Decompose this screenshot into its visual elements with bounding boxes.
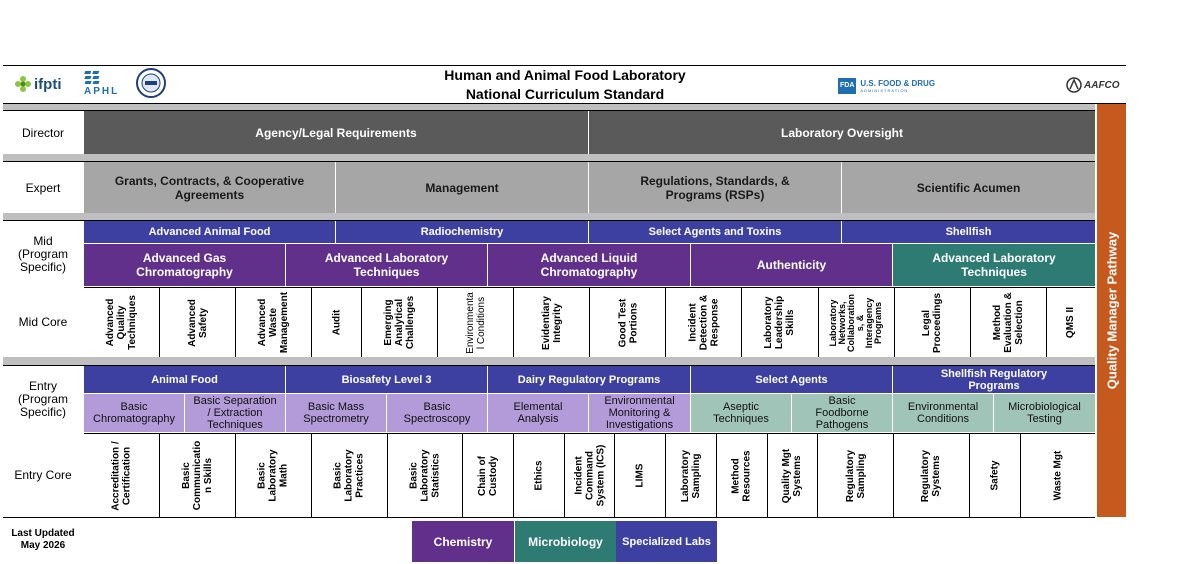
entry-core-item-label: Safety <box>989 460 1001 491</box>
expert-scientific-acumen: Scientific Acumen <box>842 162 1095 213</box>
entry-core-item-label: Basic Laboratory Math <box>256 449 290 502</box>
mid-core-item-label: Legal Proceedings <box>921 292 944 353</box>
mid-core-item-label: Emerging Analytical Challenges <box>383 295 417 350</box>
entry-specific-foodborne: Basic Foodborne Pathogens <box>792 394 893 432</box>
mid-core-item-label: QMS II <box>1065 306 1077 339</box>
entry-core-item <box>160 434 236 517</box>
mid-specific-lab-techniques: Advanced Laboratory Techniques <box>286 244 488 286</box>
legend-microbiology: Microbiology <box>515 521 616 562</box>
afdo-seal-icon <box>134 67 170 99</box>
entry-specific-chromatography: Basic Chromatography <box>84 394 185 432</box>
entry-core-item-label: Basic Laboratory Practices <box>332 449 366 502</box>
mid-core-item <box>666 288 742 357</box>
separator <box>3 357 1095 365</box>
mid-core-item <box>514 288 590 357</box>
row-label-last-updated: Last Updated May 2026 <box>11 528 75 551</box>
entry-specific-aseptic: Aseptic Techniques <box>691 394 792 432</box>
mid-specific-liquid-chromatography: Advanced Liquid Chromatography <box>488 244 691 286</box>
ifpti-flower-icon <box>14 75 32 93</box>
entry-core-item <box>236 434 312 517</box>
entry-program-dairy: Dairy Regulatory Programs <box>488 366 691 393</box>
mid-core-item <box>160 288 236 357</box>
quality-manager-pathway-label: Quality Manager Pathway <box>1104 231 1119 390</box>
entry-specific-spectroscopy: Basic Spectroscopy <box>387 394 488 432</box>
mid-core-item-label: Advanced Quality Techniques <box>105 295 139 350</box>
entry-core-item-label: Chain of Custody <box>477 455 499 496</box>
mid-core-item-label: Incident Detection & Response <box>687 294 721 351</box>
entry-core-item <box>565 434 615 517</box>
entry-specific-micro-testing: Microbiological Testing <box>994 394 1095 432</box>
entry-core-item-label: Waste Mgt <box>1052 450 1064 501</box>
mid-specific-lab-techniques-micro: Advanced Laboratory Techniques <box>893 244 1095 286</box>
page-title <box>380 66 750 104</box>
entry-core-item-label: Accreditation / Certification <box>110 440 133 511</box>
entry-core-item <box>463 434 513 517</box>
entry-specific-elemental-analysis: Elemental Analysis <box>488 394 589 432</box>
row-label-expert: Expert <box>25 180 61 195</box>
entry-core-item <box>894 434 970 517</box>
entry-core-item <box>312 434 388 517</box>
mid-core-item-label: Audit <box>331 309 343 336</box>
mid-core-item-label: Laboratory Networks, Collaboration s, & Interagency Programs <box>828 293 883 352</box>
aphl-logo <box>80 69 132 99</box>
entry-program-select-agents: Select Agents <box>691 366 893 393</box>
entry-core-item-label: Regulatory Systems <box>920 449 943 502</box>
mid-core-item-label: Laboratory Leadership Skills <box>763 295 797 350</box>
entry-core-item-label: Incident Command System (ICS) <box>573 444 607 507</box>
entry-core-item <box>818 434 894 517</box>
mid-program-radiochemistry: Radiochemistry <box>336 221 589 243</box>
mid-core-item-label: Evidentiary Integrity <box>540 295 563 350</box>
mid-core-item <box>438 288 514 357</box>
entry-core-item <box>1021 434 1095 517</box>
entry-core-item <box>666 434 716 517</box>
entry-core-item-label: Method Resources <box>730 449 753 502</box>
fda-logo <box>838 76 948 96</box>
entry-core-item <box>615 434 666 517</box>
ifpti-logo-text: ifpti <box>34 75 62 93</box>
entry-core-item-label: Basic Laboratory Statistics <box>408 449 442 502</box>
entry-program-shellfish: Shellfish Regulatory Programs <box>893 366 1095 393</box>
ifpti-logo <box>14 72 74 96</box>
entry-specific-env-monitoring: Environmental Monitoring & Investigations <box>589 394 691 432</box>
director-agency-legal: Agency/Legal Requirements <box>84 111 589 154</box>
fda-badge: FDA <box>838 78 856 94</box>
fda-logo-subtext: ADMINISTRATION <box>860 88 909 93</box>
aafco-logo <box>1064 74 1128 96</box>
mid-core-item <box>236 288 312 357</box>
entry-core-item-label: Quality Mgt Systems <box>781 448 804 503</box>
separator <box>3 213 1095 220</box>
mid-specific-gas-chromatography: Advanced Gas Chromatography <box>84 244 286 286</box>
fda-logo-text: U.S. FOOD & DRUG <box>860 79 936 88</box>
entry-core-item-label: Ethics <box>533 460 545 491</box>
mid-core-item <box>971 288 1047 357</box>
mid-core-item <box>590 288 666 357</box>
separator <box>3 154 1095 161</box>
entry-core-row <box>84 433 1095 517</box>
entry-program-biosafety: Biosafety Level 3 <box>286 366 488 393</box>
legend-chemistry: Chemistry <box>412 521 515 562</box>
legend-specialized-labs: Specialized Labs <box>616 521 717 562</box>
aphl-logo-text: APHL <box>84 86 120 97</box>
entry-core-item-label: Basic Communicatio n Skills <box>180 440 214 511</box>
expert-grants: Grants, Contracts, & Cooperative Agreements <box>84 162 336 213</box>
mid-core-item <box>895 288 971 357</box>
mid-program-select-agents-toxins: Select Agents and Toxins <box>589 221 842 243</box>
aafco-emblem-icon <box>1064 76 1084 94</box>
page-title-line2: National Curriculum Standard <box>465 86 665 102</box>
mid-core-item <box>1047 288 1095 357</box>
row-label-mid: Mid (Program Specific) <box>17 233 68 274</box>
mid-core-item <box>742 288 818 357</box>
row-label-director: Director <box>21 125 64 140</box>
mid-specific-authenticity: Authenticity <box>691 244 893 286</box>
expert-regulations: Regulations, Standards, & Programs (RSPs) <box>589 162 842 213</box>
entry-core-item <box>388 434 464 517</box>
mid-core-item-label: Environmenta l Conditions <box>464 291 487 354</box>
mid-core-item-label: Good Test Portions <box>616 298 639 347</box>
page-title-line1: Human and Animal Food Laboratory <box>444 67 686 83</box>
entry-core-item <box>514 434 565 517</box>
row-label-mid-core: Mid Core <box>18 315 68 329</box>
entry-specific-separation: Basic Separation / Extraction Techniques <box>185 394 286 432</box>
row-label-entry: Entry (Program Specific) <box>17 379 68 419</box>
aafco-logo-text: AAFCO <box>1084 79 1120 91</box>
entry-core-item <box>717 434 768 517</box>
entry-core-item <box>84 434 160 517</box>
expert-management: Management <box>336 162 589 213</box>
mid-core-item-label: Advanced Waste Management <box>257 291 291 354</box>
entry-core-item-label: Laboratory Sampling <box>680 449 703 502</box>
mid-program-advanced-animal-food: Advanced Animal Food <box>84 221 336 243</box>
director-laboratory-oversight: Laboratory Oversight <box>589 111 1095 154</box>
mid-core-row <box>84 287 1095 357</box>
entry-specific-mass-spectrometry: Basic Mass Spectrometry <box>286 394 387 432</box>
mid-core-item <box>362 288 438 357</box>
entry-core-item <box>768 434 818 517</box>
entry-core-item-label: LIMS <box>634 463 646 488</box>
mid-core-item <box>312 288 362 357</box>
mid-core-item-label: Method Evaluation & Selection <box>991 292 1025 353</box>
mid-core-item <box>84 288 160 357</box>
mid-program-shellfish: Shellfish <box>842 221 1095 243</box>
entry-program-animal-food: Animal Food <box>84 366 286 393</box>
entry-core-item <box>970 434 1021 517</box>
row-label-entry-core: Entry Core <box>14 468 72 482</box>
entry-core-item-label: Regulatory Sampling <box>844 449 867 502</box>
entry-specific-env-conditions: Environmental Conditions <box>893 394 994 432</box>
mid-core-item-label: Advanced Safety <box>186 298 209 347</box>
quality-manager-pathway-bar <box>1097 104 1126 517</box>
mid-core-item <box>819 288 895 357</box>
